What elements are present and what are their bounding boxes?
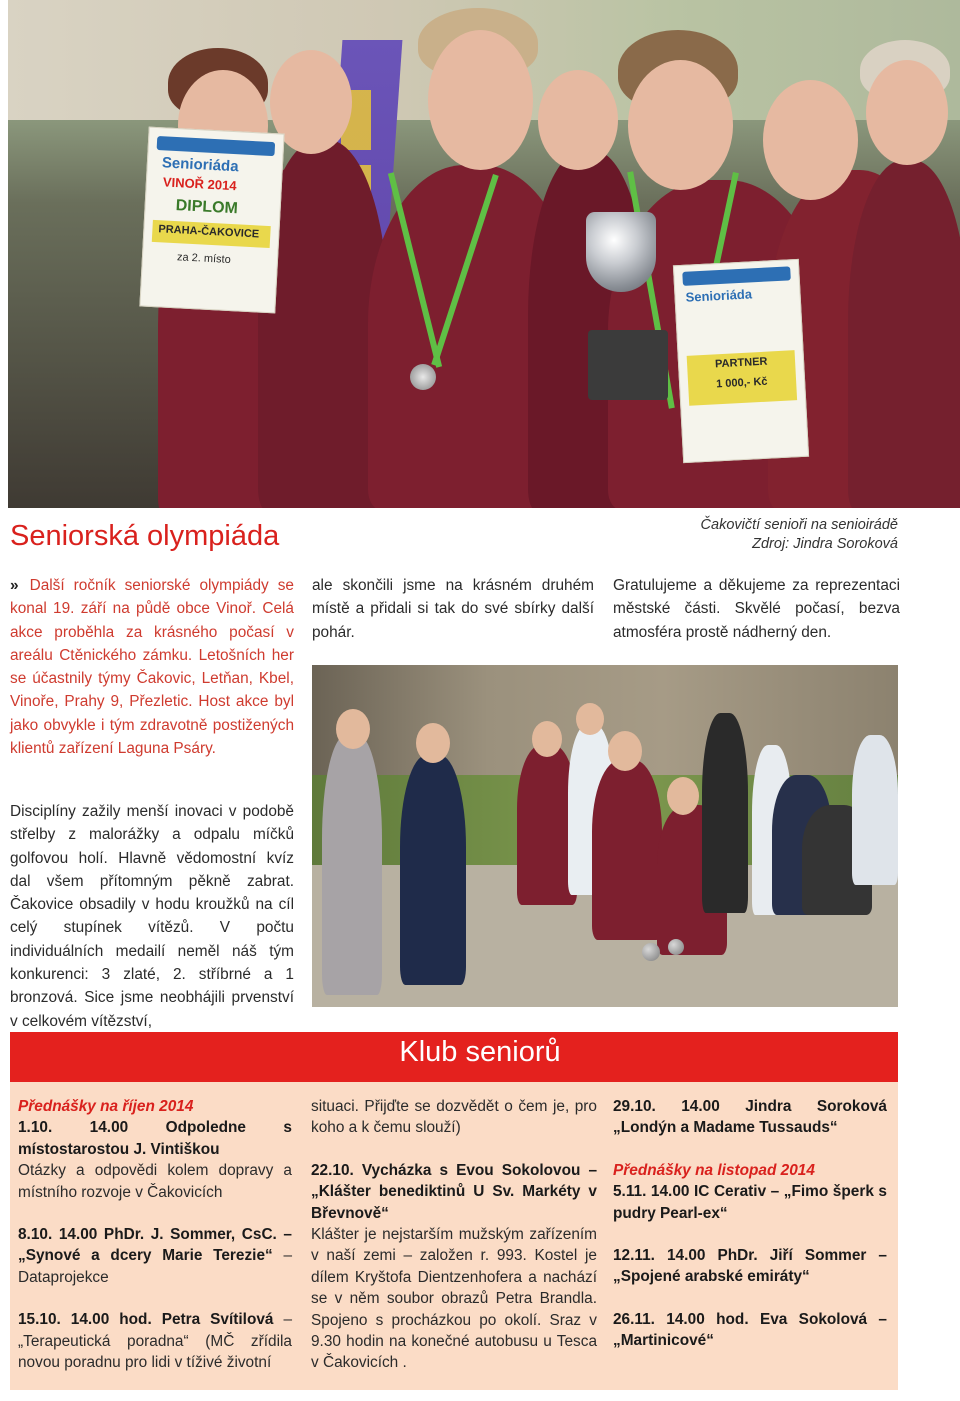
article-body-col1: Disciplíny zažily menší inovaci v podobě střelby z malorážky a odpalu míčků golfovou holí. Hlavně vědomostní kvíz dal všem přítomným pěkně zabrat. Čakovice obsadily v hodu kroužků na cíl celý stupínek vítězů. V počtu individuálních medailí neměl náš tým konkurenci: 3 zlaté, 2. stříbrné a 1 bronzová. Sice jsme neobhájili prvenství v celkovém vítězství,: [10, 803, 294, 1030]
senior-7-face: [866, 60, 948, 165]
player-grey-coat: [322, 735, 382, 995]
article-lead: [10, 574, 294, 760]
club-heading-october: Přednášky na říjen 2014: [18, 1098, 194, 1115]
diploma-title: Senioriáda: [161, 154, 239, 176]
player-head: [576, 703, 604, 735]
team-photo: [8, 0, 960, 508]
diploma-place: za 2. místo: [176, 251, 232, 267]
photo-caption: [701, 516, 898, 554]
senior-7-shirt: [848, 160, 960, 508]
event-description: – „Terapeutická poradna“ (MČ zřídila novou poradnu pro lidi v tíživé životní: [18, 1311, 293, 1372]
lead-text: Další ročník seniorské olympiády se konal 19. září na půdě obce Vinoř. Celá akce proběhla za krásného počasí v areálu Ctěnického zámku. Letošních her se účastnily týmy Čakovic, Letňan, Kbel, Vinoře, Prahy 9, Přezletic. Host akce byl jako obvykle i tým zdravotně postižených klientů zařízení Laguna Psáry.: [10, 577, 294, 758]
player-navy-jacket: [400, 755, 466, 985]
diploma-team: PRAHA-ČAKOVICE: [158, 223, 260, 241]
club-column-1: [18, 1096, 292, 1373]
bronze-medal: [410, 364, 436, 390]
player-head: [608, 731, 642, 771]
event-title: 15.10. 14.00 hod. Petra Svítilová: [18, 1311, 274, 1329]
petanque-ball: [642, 943, 660, 961]
player-head: [667, 777, 699, 815]
spectator-white: [852, 735, 898, 885]
certificate-title: Senioriáda: [685, 286, 753, 305]
event-title: 5.11. 14.00 IC Cerativ – „Fimo šperk s pudry Pearl-ex“: [613, 1183, 887, 1222]
event-title: 29.10. 14.00 Jindra Soroková „Londýn a Madame Tussauds“: [613, 1098, 887, 1137]
petanque-ball: [668, 939, 684, 955]
diploma-word: DIPLOM: [175, 197, 239, 218]
diploma: [139, 127, 284, 314]
event-title: 22.10. Vycházka s Evou Sokolovou – „Klášter benediktinů U Sv. Markéty v Břevnově“: [311, 1161, 597, 1222]
article-body-col2: ale skončili jsme na krásném druhém místě a přidali si tak do své sbírky další pohár.: [312, 577, 594, 641]
spectator-dark: [702, 713, 748, 913]
event-description: Otázky a odpovědi kolem dopravy a místního rozvoje v Čakovicích: [18, 1162, 292, 1201]
event-title: 12.11. 14.00 PhDr. Jiří Sommer – „Spojené arabské emiráty“: [613, 1247, 887, 1286]
petanque-photo: [312, 665, 898, 1007]
event-description: – Dataprojekce: [18, 1247, 292, 1286]
photo-source: Zdroj: Jindra Soroková: [752, 536, 898, 552]
event-description: Klášter je nejstarším mužským zařízením v naší zemi – založen r. 993. Kostel je dílem Kryštofa Dientzenhofera a nachází se v něm soubor obrazů Petra Brandla. Spojeno s procházkou po okolí. Sraz v 9.30 hodin na konečné autobusu u Tesca v Čakovicích .: [311, 1226, 597, 1372]
player-head: [532, 721, 562, 757]
club-column-2: [311, 1096, 597, 1374]
event-title: 26.11. 14.00 hod. Eva Sokolová – „Martinicové“: [613, 1310, 887, 1350]
event-title: 8.10. 14.00 PhDr. J. Sommer, CsC. – „Synové a dcery Marie Terezie“: [18, 1226, 292, 1265]
player-head: [336, 709, 370, 749]
trophy-cup: [586, 212, 656, 292]
diploma-event: VINOŘ 2014: [162, 174, 237, 194]
lead-marker: »: [10, 577, 19, 594]
player-maroon-shirt: [592, 760, 662, 940]
club-heading-november: Přednášky na listopad 2014: [613, 1161, 815, 1179]
senior-3-face: [428, 30, 533, 170]
event-description: situaci. Přijďte se dozvědět o čem je, pro koho a k čemu slouží): [311, 1098, 597, 1137]
certificate-amount: 1 000,- Kč: [715, 375, 768, 391]
certificate-header-band: [682, 266, 791, 286]
partner-certificate: [673, 259, 809, 463]
article-title: Seniorská olympiáda: [10, 520, 280, 552]
club-title: Klub seniorů: [399, 1036, 561, 1068]
certificate-word: PARTNER: [714, 355, 768, 371]
senior-4-face: [538, 70, 618, 170]
article-body-col3: Gratulujeme a děkujeme za reprezentaci městské části. Skvělé počasí, bezva atmosféra prostě nádherný den.: [613, 577, 900, 641]
trophy-base: [588, 330, 668, 400]
senior-6-face: [763, 80, 858, 200]
event-title: 1.10. 14.00 Odpoledne s místostarostou J. Vintiškou: [18, 1119, 292, 1158]
club-column-3: [613, 1096, 887, 1352]
photo-caption-line: Čakovičtí senioři na senioirádě: [700, 517, 898, 533]
diploma-header-band: [157, 136, 276, 156]
player-head: [416, 723, 450, 763]
senior-5-face: [628, 60, 733, 190]
